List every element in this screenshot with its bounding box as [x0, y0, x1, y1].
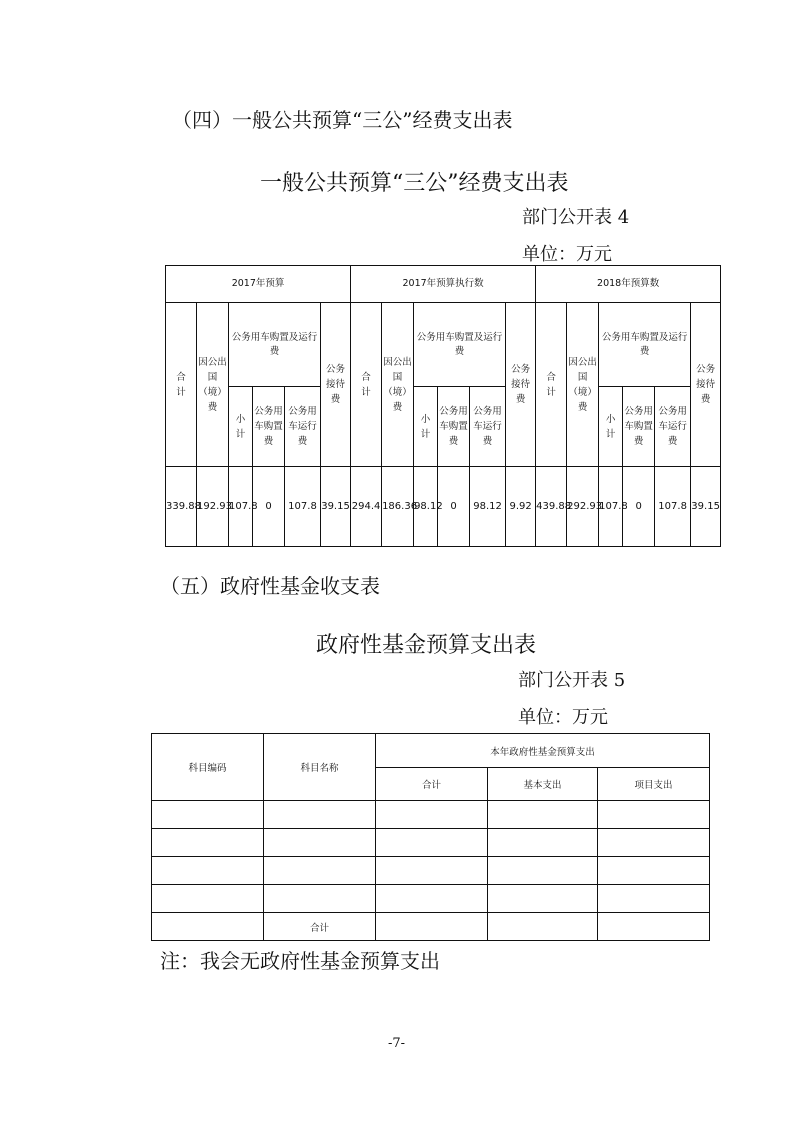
group-header: 2017年预算 [166, 266, 351, 303]
value-cell: 39.15 [691, 467, 721, 547]
col-header-code: 科目编码 [152, 734, 264, 801]
table-row [152, 801, 710, 829]
value-cell: 107.8 [229, 467, 253, 547]
col-header-reception: 公务接待费 [506, 303, 536, 467]
section-4-heading: （四）一般公共预算“三公”经费支出表 [172, 108, 513, 132]
col-header-total: 合计 [376, 768, 488, 801]
value-cell: 98.12 [470, 467, 506, 547]
table-5-note: 注：我会无政府性基金预算支出 [160, 949, 440, 973]
col-header-operation: 公务用车运行费 [285, 387, 321, 467]
col-header-vehicle: 公务用车购置及运行费 [599, 303, 691, 387]
group-header: 2017年预算执行数 [351, 266, 536, 303]
table-5-number: 部门公开表 5 [518, 670, 626, 691]
value-cell: 39.15 [321, 467, 351, 547]
value-cell: 9.92 [506, 467, 536, 547]
value-cell: 98.12 [414, 467, 438, 547]
col-header-operation: 公务用车运行费 [470, 387, 506, 467]
value-cell: 107.8 [285, 467, 321, 547]
table-4-unit: 单位：万元 [522, 244, 612, 265]
col-header-group: 本年政府性基金预算支出 [376, 734, 710, 768]
government-fund-table [151, 733, 710, 941]
col-header-subtotal: 小计 [229, 387, 253, 467]
page-number: -7- [388, 1036, 406, 1051]
value-cell: 107.8 [599, 467, 623, 547]
col-header-vehicle: 公务用车购置及运行费 [414, 303, 506, 387]
table-5-unit: 单位：万元 [518, 707, 608, 728]
value-cell: 0 [438, 467, 470, 547]
table-row [152, 857, 710, 885]
value-cell: 339.88 [166, 467, 197, 547]
col-header-total: 合计 [351, 303, 382, 467]
table-4-title: 一般公共预算“三公”经费支出表 [260, 171, 569, 196]
three-public-expense-table [165, 265, 721, 547]
value-cell: 192.93 [197, 467, 229, 547]
col-header-total: 合计 [166, 303, 197, 467]
col-header-name: 科目名称 [264, 734, 376, 801]
col-header-purchase: 公务用车购置费 [253, 387, 285, 467]
col-header-abroad: 因公出国（境）费 [197, 303, 229, 467]
value-cell: 294.4 [351, 467, 382, 547]
section-5-heading: （五）政府性基金收支表 [160, 574, 380, 598]
value-cell: 107.8 [655, 467, 691, 547]
col-header-purchase: 公务用车购置费 [438, 387, 470, 467]
table-row [152, 885, 710, 913]
col-header-reception: 公务接待费 [321, 303, 351, 467]
col-header-reception: 公务接待费 [691, 303, 721, 467]
col-header-basic: 基本支出 [488, 768, 598, 801]
value-cell: 292.93 [567, 467, 599, 547]
col-header-operation: 公务用车运行费 [655, 387, 691, 467]
total-row [152, 913, 710, 941]
col-header-project: 项目支出 [598, 768, 710, 801]
col-header-purchase: 公务用车购置费 [623, 387, 655, 467]
col-header-subtotal: 小计 [414, 387, 438, 467]
value-cell: 0 [253, 467, 285, 547]
table-row [152, 829, 710, 857]
group-header: 2018年预算数 [536, 266, 721, 303]
value-cell: 439.88 [536, 467, 567, 547]
value-cell: 186.36 [382, 467, 414, 547]
col-header-total: 合计 [536, 303, 567, 467]
col-header-vehicle: 公务用车购置及运行费 [229, 303, 321, 387]
col-header-subtotal: 小计 [599, 387, 623, 467]
table-5-title: 政府性基金预算支出表 [316, 633, 537, 658]
value-cell: 0 [623, 467, 655, 547]
total-row-label: 合计 [264, 913, 376, 941]
col-header-abroad: 因公出国（境）费 [382, 303, 414, 467]
col-header-abroad: 因公出国（境）费 [567, 303, 599, 467]
table-4-number: 部门公开表 4 [522, 207, 630, 228]
